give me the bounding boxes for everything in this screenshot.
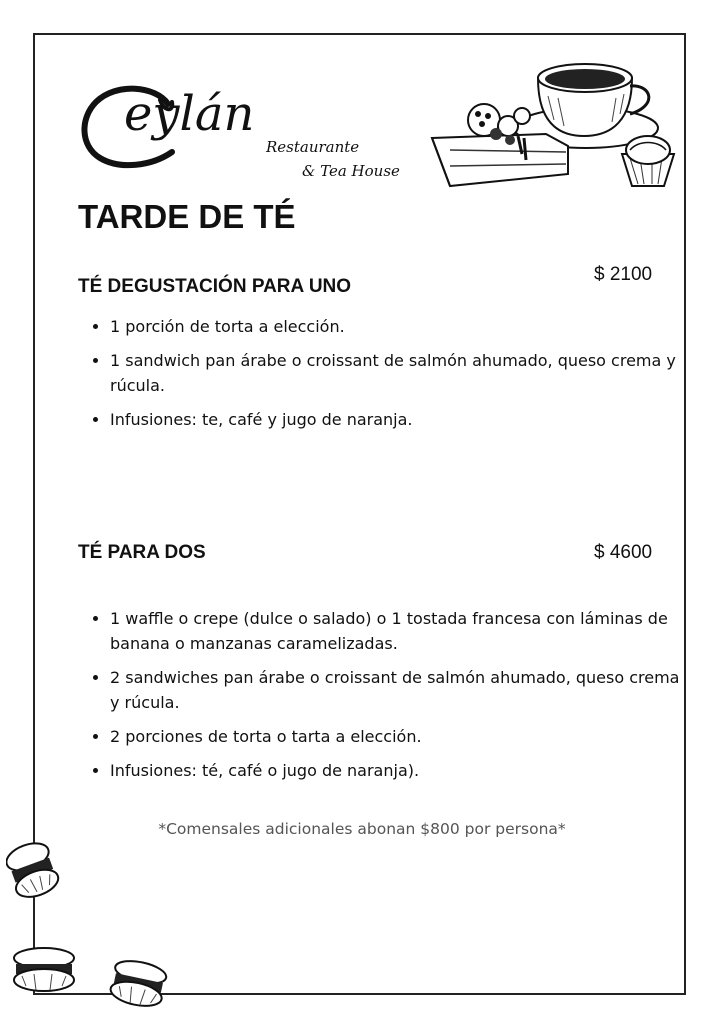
list-item: • Infusiones: te, café y jugo de naranja. [110,407,680,432]
brand-subtitle-tea-house: & Tea House [302,162,400,180]
macaron-icon [8,944,80,996]
list-item: • 2 porciones de torta o tarta a elección. [110,724,680,749]
section-heading-degustacion: TÉ DEGUSTACIÓN PARA UNO [78,276,352,297]
section-heading-para-dos: TÉ PARA DOS [78,542,206,563]
list-item: • Infusiones: té, café o jugo de naranja). [110,758,680,783]
brand-logo [76,72,406,192]
section-items-degustacion [88,314,680,441]
section-items-para-dos [88,606,680,792]
brand-name: eylán [124,86,255,142]
menu-title: TARDE DE TÉ [78,198,296,235]
coffee-cup-cake-icon [426,50,682,200]
list-item: • 1 porción de torta a elección. [110,314,680,339]
footer-note: *Comensales adicionales abonan $800 por persona* [158,820,566,838]
list-item: • 1 waffle o crepe (dulce o salado) o 1 tostada francesa con láminas de banana o manzanas caramelizadas. [110,606,680,656]
list-item: • 1 sandwich pan árabe o croissant de salmón ahumado, queso crema y rúcula. [110,348,680,398]
section-price-para-dos: $ 4600 [594,542,653,563]
macaron-icon [6,840,60,904]
list-item: • 2 sandwiches pan árabe o croissant de salmón ahumado, queso crema y rúcula. [110,665,680,715]
macaron-icon [106,958,170,1012]
section-price-degustacion: $ 2100 [594,264,653,285]
brand-subtitle-restaurante: Restaurante [266,138,360,156]
